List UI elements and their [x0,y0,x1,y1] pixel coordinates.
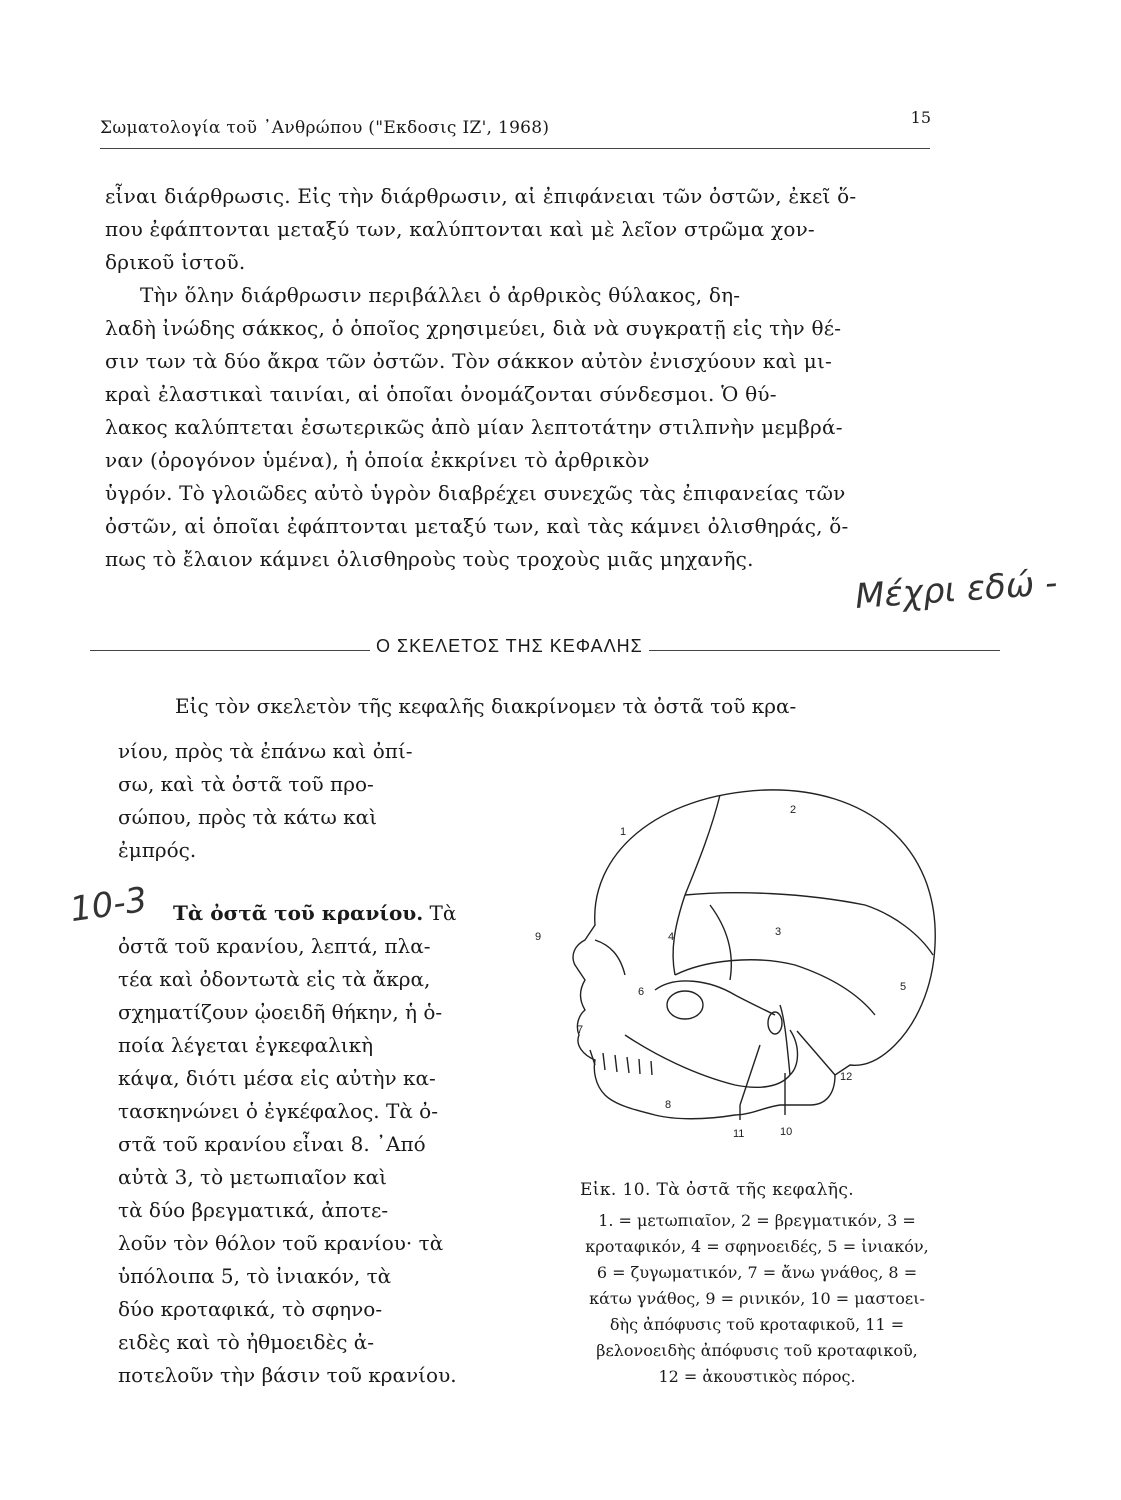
page-number: 15 [910,108,931,127]
paragraph-joints [105,180,955,576]
label-3: 3 [775,926,782,938]
text-line: λακος καλύπτεται ἐσωτερικῶς ἀπὸ μίαν λεπτοτάτην στιλπνὴν μεμβρά- [105,415,843,439]
text-line: σω, καὶ τὰ ὀστᾶ τοῦ προ- [118,772,374,796]
text-line: δρικοῦ ἱστοῦ. [105,250,246,274]
caption-line: 1. = μετωπιαῖον, 2 = βρεγματικόν, 3 = [598,1211,916,1230]
text-line: ὑγρόν. Τὸ γλοιῶδες αὐτὸ ὑγρὸν διαβρέχει συνεχῶς τὰς ἐπιφανείας τῶν [105,481,846,505]
text-line: ἐμπρός. [118,838,197,862]
figure-caption [552,1208,962,1390]
label-2: 2 [790,804,797,816]
text-line: ὀστᾶ τοῦ κρανίου, λεπτά, πλα- [118,934,431,958]
caption-line: βελονοειδὴς ἀπόφυσις τοῦ κροταφικοῦ, [596,1341,918,1360]
handwritten-note: Μέχρι εδώ - [853,562,1059,618]
text-line: στᾶ τοῦ κρανίου εἶναι 8. ᾿Από [118,1132,426,1156]
section-title: Ο ΣΚΕΛΕΤΟΣ ΤΗΣ ΚΕΦΑΛΗΣ [370,636,649,657]
text-line: εἶναι διάρθρωσις. Εἰς τὴν διάρθρωσιν, αἱ ἐπιφάνειαι τῶν ὀστῶν, ἐκεῖ ὅ- [105,184,857,208]
text-line: κάψα, διότι μέσα εἰς αὐτὴν κα- [118,1066,436,1090]
text-line: ὑπόλοιπα 5, τὸ ἰνιακόν, τὰ [118,1264,392,1288]
label-6: 6 [638,986,645,998]
label-11: 11 [733,1128,745,1140]
label-9: 9 [535,931,542,943]
text-line: λοῦν τὸν θόλον τοῦ κρανίου· τὰ [118,1231,444,1255]
label-12: 12 [840,1071,853,1083]
text-line: σώπου, πρὸς τὰ κάτω καὶ [118,805,378,829]
text-line: δύο κροταφικά, τὸ σφηνο- [118,1297,383,1321]
intro-line: Εἰς τὸν σκελετὸν τῆς κεφαλῆς διακρίνομεν τὰ ὀστᾶ τοῦ κρα- [175,694,797,718]
caption-line: κάτω γνάθος, 9 = ρινικόν, 10 = μαστοει- [589,1289,925,1308]
text-line: σιν των τὰ δύο ἄκρα τῶν ὀστῶν. Τὸν σάκκον αὐτὸν ἐνισχύουν καὶ μι- [105,349,832,373]
text-line: τὰ δύο βρεγματικά, ἀποτε- [118,1198,389,1222]
text-line: αὐτὰ 3, τὸ μετωπιαῖον καὶ [118,1165,387,1189]
skull-illustration [535,775,955,1155]
text-fragment: Τὰ [429,901,457,925]
caption-line: δὴς ἀπόφυσις τοῦ κροταφικοῦ, 11 = [609,1315,905,1334]
label-7: 7 [577,1024,584,1036]
text-line: ποτελοῦν τὴν βάσιν τοῦ κρανίου. [118,1363,457,1387]
label-5: 5 [900,981,907,993]
text-line: πως τὸ ἔλαιον κάμνει ὀλισθηροὺς τοὺς τροχοὺς μιᾶς μηχανῆς. [105,547,754,571]
running-header: Σωματολογία τοῦ ᾿Ανθρώπου ("Εκδοσις ΙΖ', 1968) [100,118,550,138]
text-line: που ἐφάπτονται μεταξύ των, καλύπτονται καὶ μὲ λεῖον στρῶμα χον- [105,217,815,241]
caption-line: 6 = ζυγωματικόν, 7 = ἄνω γνάθος, 8 = [596,1263,918,1282]
text-line: σχηματίζουν ᾠοειδῆ θήκην, ἡ ὁ- [118,1000,443,1024]
text-line: ὀστῶν, αἱ ὁποῖαι ἐφάπτονται μεταξύ των, καὶ τὰς κάμνει ὀλισθηράς, ὅ- [105,514,849,538]
text-line: κραὶ ἐλαστικαὶ ταινίαι, αἱ ὁποῖαι ὀνομάζονται σύνδεσμοι. Ὁ θύ- [105,382,777,406]
text-line: ειδὲς καὶ τὸ ἠθμοειδὲς ἀ- [118,1330,375,1354]
left-column [118,735,528,1392]
subsection-heading: Τὰ ὀστᾶ τοῦ κρανίου. [173,901,424,925]
text-line: νίου, πρὸς τὰ ἐπάνω καὶ ὀπί- [118,739,413,763]
text-line: τέα καὶ ὀδοντωτὰ εἰς τὰ ἄκρα, [118,967,431,991]
label-1: 1 [620,826,627,838]
label-8: 8 [665,1099,672,1111]
caption-line: κροταφικόν, 4 = σφηνοειδές, 5 = ἰνιακόν, [585,1237,929,1256]
margin-mark: 10-3 [67,879,150,931]
text-line: τασκηνώνει ὁ ἐγκέφαλος. Τὰ ὀ- [118,1099,438,1123]
label-4: 4 [668,931,675,943]
text-line: ναν (ὀρογόνον ὑμένα), ἡ ὁποία ἐκκρίνει τὸ ἀρθρικὸν [105,448,650,472]
caption-line: 12 = ἀκουστικὸς πόρος. [658,1367,856,1386]
header-rule [100,148,930,149]
text-line: λαδὴ ἰνώδης σάκκος, ὁ ὁποῖος χρησιμεύει, διὰ νὰ συγκρατῇ εἰς τὴν θέ- [105,316,842,340]
text-line: ποία λέγεται ἐγκεφαλικὴ [118,1033,374,1057]
label-10: 10 [780,1126,793,1138]
figure-caption-title: Εἰκ. 10. Τὰ ὀστᾶ τῆς κεφαλῆς. [580,1180,855,1200]
text-line: Τὴν ὅλην διάρθρωσιν περιβάλλει ὁ ἀρθρικὸς θύλακος, δη- [140,283,741,307]
